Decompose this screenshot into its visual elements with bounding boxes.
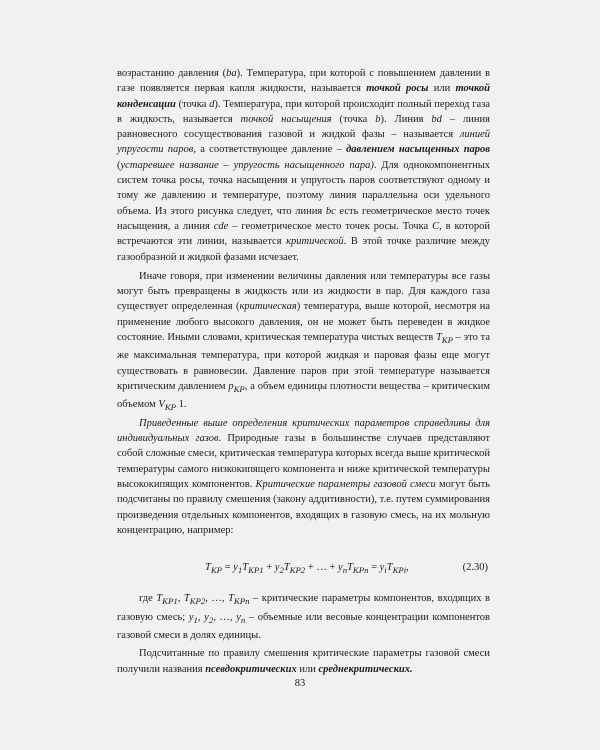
page-number: 83 bbox=[294, 678, 306, 689]
formula-expression: $T_{КР} = y_1T_{КР1} + y_2T_{КР2}$ + … + $y_nT_{КРn} = y_iT_{КРi}$, bbox=[205, 562, 409, 576]
formula-2-30 bbox=[117, 557, 490, 579]
paragraph-4: где $T_{КР1}$, $T_{КР2}$, …, $T_{КРn}$ – критические параметры компонентов, входящих в газовую смесь; $y_1$, $y_2$, …, $y_n$ – объемные или весовые концентрации компонентов газовой смеси в долях единицы. bbox=[117, 593, 491, 641]
paragraph-3: Приведенные выше определения критических параметров справедливы для индивидуальных газов. Природные газы в большинстве случаев представляют собой сложные смеси, критическая температура которых всегда выше критической температуры самого низкокипящего компонента и ниже критической температуры высококипящих компонентов. Критические параметры газовой смеси могут быть подсчитаны по правилу смешения (закону аддитивности), т.е. путем суммирования произведения отдельных компонентов, входящих в газовую смесь, на их мольную концентрацию, например: bbox=[117, 417, 490, 536]
paragraph-1: возрастанию давления (ba). Температура, при которой с повышением давлении в газе появляется первая капля жидкости, называется точкой росы или точкой конденсации (точка d). Температура, при которой происходит полный переход газа в жидкость, называется точкой насыщения (точка b). Линия bd – линия равновесного сосуществования газовой и жидкой фазы – называется линией упругости паров, а соответствующее давление – давлением насыщенных паров (устаревшее название – упругость насыщенного пара). Для однокомпонентных систем точка росы, точка насыщения и упругость паров соответствуют одному и тому же давлению и температуре, поэтому линия параллельна оси удельного объема. Из этого рисунка следует, что линия bc есть геометрическое место точек насыщения, а линия cde – геометрическое место точек росы. Точка C, в которой встречаются эти линии, называется критической. В этой точке различие между газообразной и жидкой фазами исчезает. bbox=[117, 68, 491, 263]
paragraph-5: Подсчитанные по правилу смешения критические параметры газовой смеси получили названия псевдокритических или среднекритических. bbox=[117, 648, 490, 675]
equation-number: (2.30) bbox=[462, 562, 488, 574]
paragraph-2: Иначе говоря, при изменении величины давления или температуры все газы могут быть превращены в жидкость или из жидкости в пар. Для каждого газа существует определенная (критическая) температура, выше которой, несмотря на применение любого высокого давления, он не может быть переведен в жидкое состояние. Иными словами, критическая температура чистых веществ $T_{КР}$ – это та же максимальная температура, при которой жидкая и паровая фазы еще могут существовать в равновесии. Давление паров при этой температуре называется критическим давлением $p_{КР}$, а объем единицы плотности вещества – критическим объемом $V_{КР}$ 1. bbox=[117, 270, 490, 413]
page-body bbox=[117, 66, 490, 677]
